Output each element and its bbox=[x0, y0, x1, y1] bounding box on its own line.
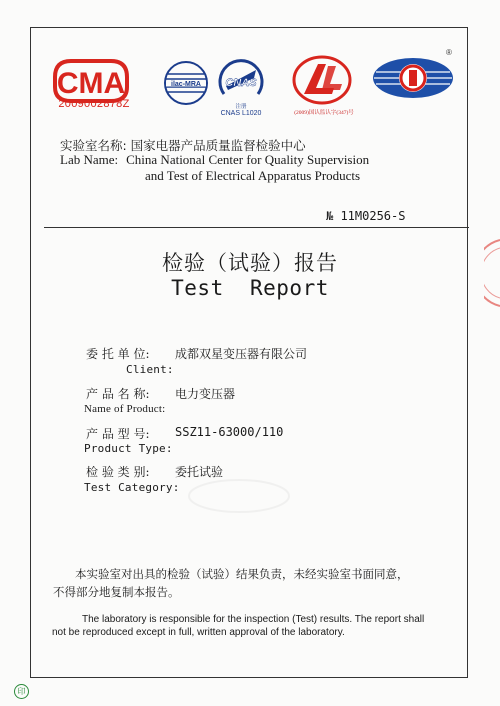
report-title-en: Test Report bbox=[171, 276, 329, 300]
product-type-label-cn: 产 品 型 号: bbox=[86, 427, 150, 441]
product-name-label-en: Name of Product: bbox=[84, 403, 166, 415]
cal-approval-note: (2009)国认监认字(347)号 bbox=[294, 110, 354, 116]
lab-name-cn: 实验室名称: 国家电器产品质量监督检验中心 bbox=[60, 138, 306, 153]
faint-seal-mark bbox=[184, 478, 294, 514]
notice-cn bbox=[53, 565, 453, 601]
cal-logo bbox=[290, 54, 354, 106]
edge-seal-fragment bbox=[484, 238, 500, 308]
divider-line bbox=[44, 227, 469, 228]
cnas-logo bbox=[214, 56, 268, 102]
svg-text:CNAS: CNAS bbox=[225, 77, 257, 89]
lab-name-en-line2: and Test of Electrical Apparatus Products bbox=[145, 168, 361, 183]
lab-name-label: Lab Name: bbox=[60, 152, 119, 167]
client-label-cn: 委 托 单 位: bbox=[86, 347, 150, 361]
cnas-registration-label: 注册 bbox=[235, 104, 247, 110]
svg-text:ilac-MRA: ilac-MRA bbox=[171, 81, 201, 88]
product-name-value: 电力变压器 bbox=[175, 387, 236, 401]
cnas-number: CNAS L1020 bbox=[220, 110, 262, 117]
lab-name-en-line1 bbox=[60, 152, 369, 168]
svg-text:CMA: CMA bbox=[56, 67, 126, 100]
registered-mark-icon: ® bbox=[446, 48, 452, 57]
product-type-value: SSZ11-63000/110 bbox=[175, 425, 284, 439]
test-category-label-cn: 检 验 类 别: bbox=[86, 465, 150, 479]
test-category-value: 委托试验 bbox=[175, 465, 224, 479]
report-title-cn: 检验（试验）报告 bbox=[162, 251, 338, 275]
client-value: 成都双星变压器有限公司 bbox=[175, 347, 308, 361]
client-label-en: Client: bbox=[126, 363, 174, 376]
notice-en-line2: not be reproduced except in full, written approval of the laboratory. bbox=[52, 627, 345, 638]
certification-logos bbox=[0, 0, 500, 130]
notice-en-line1: The laboratory is responsible for the inspection (Test) results. The report shall bbox=[82, 614, 425, 625]
cqc-logo bbox=[370, 56, 456, 100]
ilac-mra-logo bbox=[160, 60, 212, 106]
report-number: № 11M0256-S bbox=[326, 209, 406, 223]
test-category-label-en: Test Category: bbox=[84, 481, 180, 494]
product-name-label-cn: 产 品 名 称: bbox=[86, 387, 150, 401]
cma-code: 2009002878Z bbox=[58, 98, 130, 110]
product-type-label-en: Product Type: bbox=[84, 442, 173, 455]
notice-cn-line2: 不得部分地复制本报告。 bbox=[53, 585, 180, 599]
corner-print-mark: 印 bbox=[14, 684, 29, 699]
notice-cn-line1: 本实验室对出具的检验（试验）结果负责，未经实验室书面同意， bbox=[75, 567, 409, 581]
notice-en bbox=[52, 613, 462, 639]
lab-name-en-text: China National Center for Quality Supervision bbox=[126, 152, 370, 167]
